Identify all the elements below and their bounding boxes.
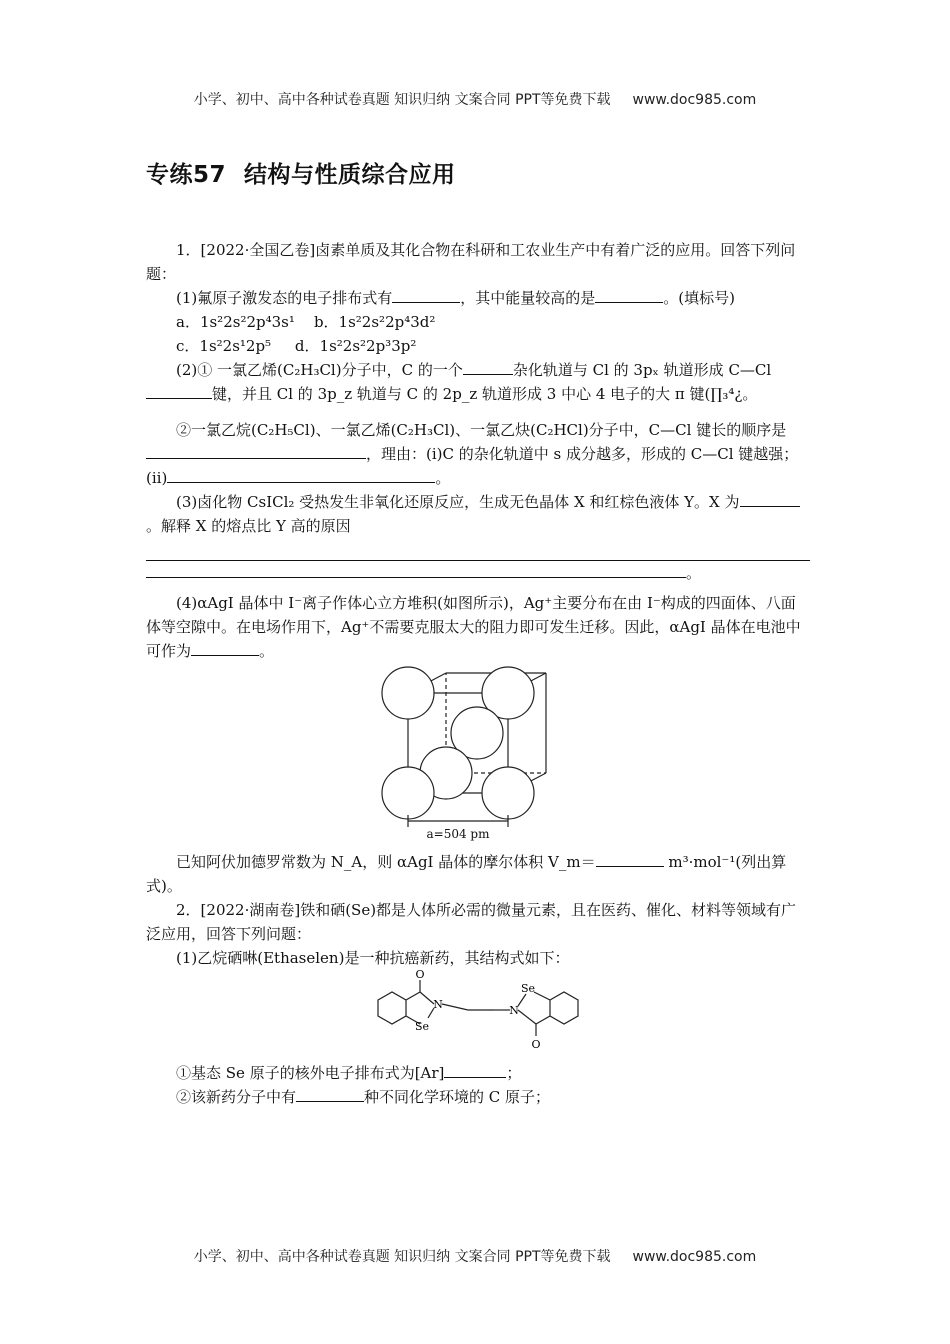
q2-intro: 2．[2022·湖南卷]铁和硒(Se)都是人体所必需的微量元素，且在医药、催化、材料等领域有广泛应用，回答下列问题： xyxy=(146,901,797,943)
option-d: d．1s²2s²2p³3p² xyxy=(294,337,417,355)
q2-sub1-end: ； xyxy=(506,1064,522,1082)
content xyxy=(146,238,810,1109)
option-a: a．1s²2s²2p⁴3s¹ xyxy=(176,313,295,331)
q1-part4 xyxy=(146,591,810,663)
answer-blank[interactable] xyxy=(596,850,664,867)
q2-sub2-end: 种不同化学环境的 C 原子； xyxy=(364,1088,551,1106)
answer-line[interactable] xyxy=(146,538,810,561)
answer-blank[interactable] xyxy=(296,1085,364,1102)
crystal-figure xyxy=(146,663,810,850)
answer-blank[interactable] xyxy=(146,382,212,399)
title-text: 结构与性质综合应用 xyxy=(244,162,456,188)
page-title xyxy=(146,156,456,189)
answer-blank[interactable] xyxy=(595,286,663,303)
q1-part2-2 xyxy=(146,418,810,490)
q1-part3-text2: 。解释 X 的熔点比 Y 高的原因 xyxy=(146,517,351,535)
footer-url[interactable]: www.doc985.com xyxy=(632,1249,757,1265)
q1-intro: 1．[2022·全国乙卷]卤素单质及其化合物在科研和工农业生产中有着广泛的应用。回答下列问题： xyxy=(146,241,796,283)
ethaselen-structure xyxy=(358,970,598,1054)
q2-part1: (1)乙烷硒啉(Ethaselen)是一种抗癌新药，其结构式如下： xyxy=(176,949,570,967)
atom-se-2: Se xyxy=(520,982,536,995)
q2-sub1-text: ①基态 Se 原子的核外电子排布式为[Ar] xyxy=(176,1064,445,1082)
atom-o-1: O xyxy=(415,970,425,981)
header-text: 小学、初中、高中各种试卷真题 知识归纳 文案合同 PPT等免费下载 xyxy=(193,92,611,108)
q1-part5-end: m³·mol⁻¹(列出算式)。 xyxy=(146,853,787,895)
answer-blank[interactable] xyxy=(392,286,460,303)
answer-blank[interactable] xyxy=(167,466,435,483)
q1-part4-text: (4)αAgI 晶体中 I⁻离子作体心立方堆积(如图所示)，Ag⁺主要分布在由 I⁻构成的四面体、八面体等空隙中。在电场作用下，Ag⁺不需要克服太大的阻力即可发生迁移。因此，αAgI 晶体在电池中可作为 xyxy=(146,594,801,660)
q1-part2-text: (2)① 一氯乙烯(C₂H₃Cl)分子中，C 的一个 xyxy=(176,361,463,379)
q2-sub1 xyxy=(146,1061,810,1085)
answer-blank[interactable] xyxy=(191,639,259,656)
q1-part2-2-text: ②一氯乙烷(C₂H₅Cl)、一氯乙烯(C₂H₃Cl)、一氯乙炔(C₂HCl)分子中，C—Cl 键长的顺序是 xyxy=(176,421,787,439)
answer-blank[interactable] xyxy=(146,442,366,459)
answer-blank[interactable] xyxy=(463,358,513,375)
q1-part4-end: 。 xyxy=(259,642,275,660)
q1-part5-text: 已知阿伏加德罗常数为 N_A，则 αAgI 晶体的摩尔体积 V_m＝ xyxy=(176,853,596,871)
atom-n-1: N xyxy=(433,998,443,1011)
q1-part2-2-text2: ，理由：(ⅰ)C 的杂化轨道中 s 成分越多，形成的 C—Cl 键越强；(ⅱ) xyxy=(146,445,799,487)
option-c: c．1s²2s¹2p⁵ xyxy=(176,337,272,355)
q1-part3-end: 。 xyxy=(686,564,702,582)
q1-options-cd xyxy=(146,334,810,358)
footer-banner xyxy=(0,1246,950,1266)
q2-sub2-text: ②该新药分子中有 xyxy=(176,1088,297,1106)
header-url[interactable]: www.doc985.com xyxy=(632,92,757,108)
q1-options-ab xyxy=(146,310,810,334)
atom-se-1: Se xyxy=(414,1020,430,1033)
answer-blank[interactable] xyxy=(146,561,686,578)
q1-part2-text2: 杂化轨道与 Cl 的 3pₓ 轨道形成 C—Cl xyxy=(512,361,772,379)
atom-n-2: N xyxy=(509,1004,519,1017)
footer-text: 小学、初中、高中各种试卷真题 知识归纳 文案合同 PPT等免费下载 xyxy=(193,1249,611,1265)
q1-part2 xyxy=(146,358,810,406)
atom-o-2: O xyxy=(531,1038,541,1051)
q1-part3-line2 xyxy=(146,561,810,585)
header-banner xyxy=(0,89,950,109)
answer-blank[interactable] xyxy=(740,490,800,507)
q1-part1-text3: 。(填标号) xyxy=(663,289,735,307)
q2-sub2 xyxy=(146,1085,810,1109)
q1-part1-text2: ，其中能量较高的是 xyxy=(460,289,596,307)
q1-part3-text: (3)卤化物 CsICl₂ 受热发生非氧化还原反应，生成无色晶体 X 和红棕色液体 Y。X 为 xyxy=(176,493,740,511)
fig-label: a=504 pm xyxy=(426,827,490,841)
q1-part3 xyxy=(146,490,810,538)
q1-part1 xyxy=(146,286,810,310)
pi-bond-symbol: ∏₃⁴¿。 xyxy=(710,385,758,403)
option-b: b．1s²2s²2p⁴3d² xyxy=(313,313,436,331)
q1-part1-text: (1)氟原子激发态的电子排布式有 xyxy=(176,289,393,307)
q1-part5 xyxy=(146,850,810,898)
bcc-cell-diagram xyxy=(378,663,578,843)
q1-part2-2-text3: 。 xyxy=(435,469,451,487)
molecule-figure xyxy=(146,970,810,1061)
title-number: 专练57 xyxy=(146,162,227,188)
q1-part2-text3: 键，并且 Cl 的 3p_z 轨道与 C 的 2p_z 轨道形成 3 中心 4 电子的大 π 键( xyxy=(212,385,711,403)
answer-blank[interactable] xyxy=(444,1061,506,1078)
